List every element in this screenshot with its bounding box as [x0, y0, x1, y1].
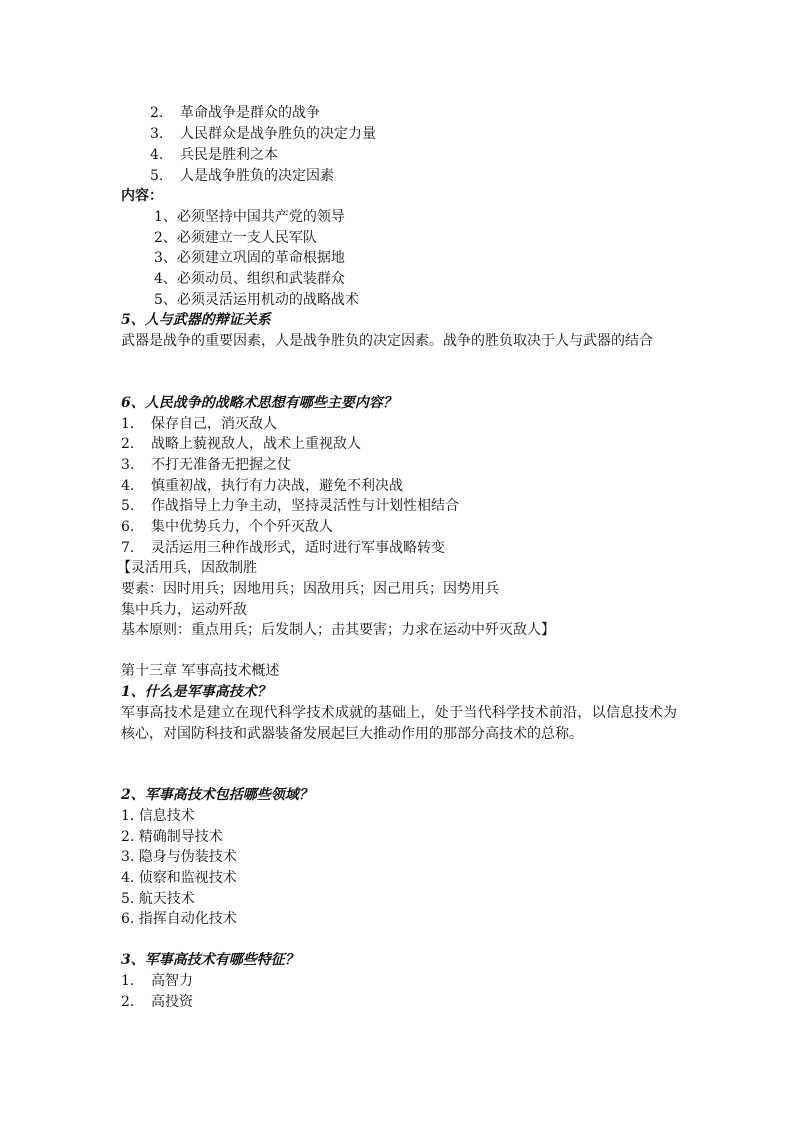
list-item: 3. 人民群众是战争胜负的决定力量 — [150, 126, 376, 142]
note-line: 集中兵力，运动歼敌 — [121, 602, 247, 618]
note-line: 要素：因时用兵；因地用兵；因敌用兵；因己用兵；因势用兵 — [121, 581, 499, 597]
list-item: 5. 人是战争胜负的决定因素 — [150, 168, 334, 184]
list-item: 5. 作战指导上力争主动，坚持灵活性与计划性相结合 — [121, 498, 459, 514]
list-item: 5、必须灵活运用机动的战略战术 — [154, 292, 359, 308]
question-heading: 3、军事高技术有哪些特征？ — [121, 952, 299, 968]
list-item: 6. 指挥自动化技术 — [121, 911, 237, 927]
list-item: 1. 高智力 — [121, 973, 193, 989]
note-line: 【灵活用兵，因敌制胜 — [117, 560, 257, 576]
list-item: 6. 集中优势兵力，个个歼灭敌人 — [121, 519, 333, 535]
list-item: 4. 侦察和监视技术 — [121, 870, 237, 886]
paragraph: 军事高技术是建立在现代科学技术成就的基础上，处于当代科学技术前沿，以信息技术为核心，对国防科技和武器装备发展起巨大推动作用的那部分高技术的总称。 — [121, 705, 677, 742]
question-heading: 2、军事高技术包括哪些领域？ — [121, 787, 313, 803]
list-item: 1. 信息技术 — [121, 808, 195, 824]
list-item: 3、必须建立巩固的革命根据地 — [154, 250, 345, 266]
chapter-title: 第十三章 军事高技术概述 — [121, 663, 280, 679]
list-item: 4. 慎重初战，执行有力决战，避免不利决战 — [121, 478, 403, 494]
list-item: 2. 高投资 — [121, 994, 193, 1010]
list-item: 3. 不打无准备无把握之仗 — [121, 457, 291, 473]
note-line: 基本原则：重点用兵；后发制人；击其要害；力求在运动中歼灭敌人】 — [121, 622, 555, 638]
list-item: 5. 航天技术 — [121, 891, 195, 907]
paragraph: 武器是战争的重要因素，人是战争胜负的决定因素。战争的胜负取决于人与武器的结合 — [121, 333, 653, 349]
list-item: 7. 灵活运用三种作战形式，适时进行军事战略转变 — [121, 540, 445, 556]
content-label: 内容： — [121, 188, 163, 204]
question-heading: 5、人与武器的辩证关系 — [121, 312, 271, 328]
question-heading: 1、什么是军事高技术？ — [121, 684, 271, 700]
list-item: 4. 兵民是胜利之本 — [150, 147, 278, 163]
list-item: 2. 革命战争是群众的战争 — [150, 105, 320, 121]
list-item: 1、必须坚持中国共产党的领导 — [154, 209, 345, 225]
question-heading: 6、人民战争的战略术思想有哪些主要内容？ — [121, 395, 397, 411]
list-item: 2. 精确制导技术 — [121, 829, 223, 845]
list-item: 4、必须动员、组织和武装群众 — [154, 271, 345, 287]
list-item: 1. 保存自己，消灭敌人 — [121, 416, 277, 432]
list-item: 2、必须建立一支人民军队 — [154, 230, 317, 246]
list-item: 2. 战略上藐视敌人，战术上重视敌人 — [121, 436, 361, 452]
list-item: 3. 隐身与伪装技术 — [121, 849, 237, 865]
